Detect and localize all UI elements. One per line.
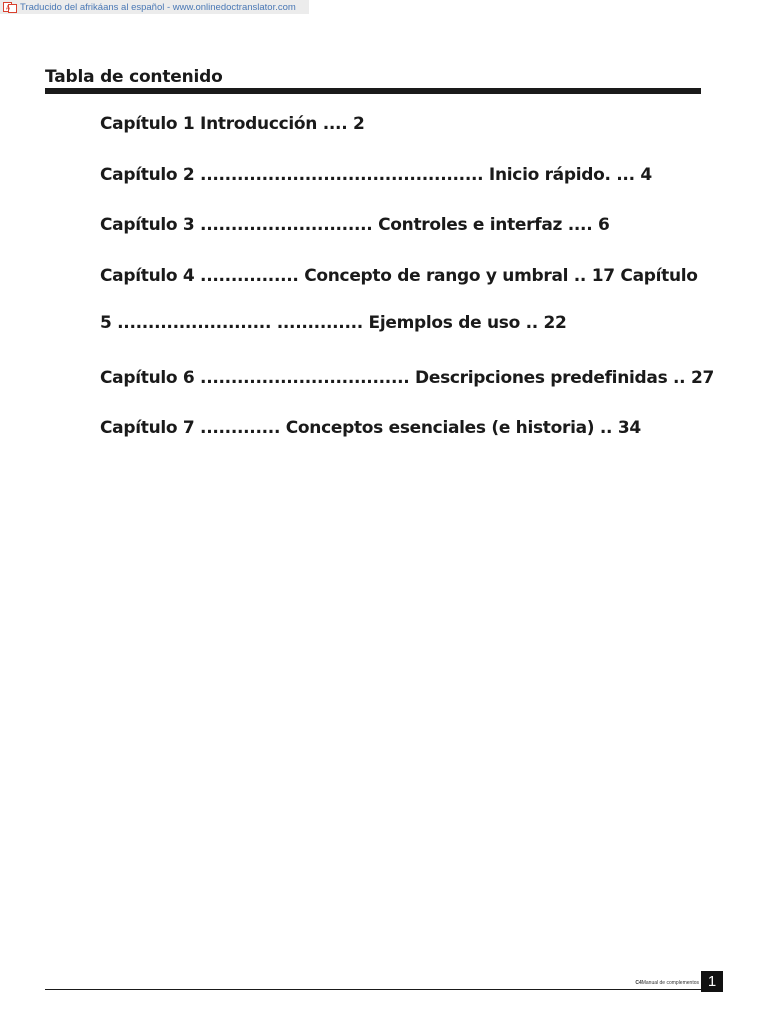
toc-line-chapter-1: Capítulo 1 Introducción .... 2 [100,114,365,134]
svg-text:A: A [6,4,11,12]
footer-label [635,980,699,986]
title-rule [45,88,701,94]
translation-banner-link[interactable]: Traducido del afrikáans al español - www.onlinedoctranslator.com [20,1,296,13]
toc-line-chapter-3: Capítulo 3 ............................ Controles e interfaz .... 6 [100,215,610,235]
footer-label-prefix: C4 [635,980,642,986]
toc-line-chapter-7: Capítulo 7 ............. Conceptos esenciales (e historia) .. 34 [100,418,641,438]
toc-line-chapter-6: Capítulo 6 .................................. Descripciones predefinidas .. 27 [100,368,715,388]
translate-icon [3,1,17,13]
toc-line-chapter-2: Capítulo 2 .............................................. Inicio rápido. ... 4 [100,165,652,185]
footer-rule [45,989,701,990]
toc-line-chapter-4: Capítulo 4 ................ Concepto de rango y umbral .. 17 Capítulo [100,266,698,286]
toc-line-chapter-5: 5 ......................... .............. Ejemplos de uso .. 22 [100,313,567,333]
footer-label-text: Manual de complementos [641,980,699,986]
translation-banner[interactable] [0,0,309,14]
toc-title: Tabla de contenido [45,67,223,87]
page-number: 1 [701,971,723,992]
